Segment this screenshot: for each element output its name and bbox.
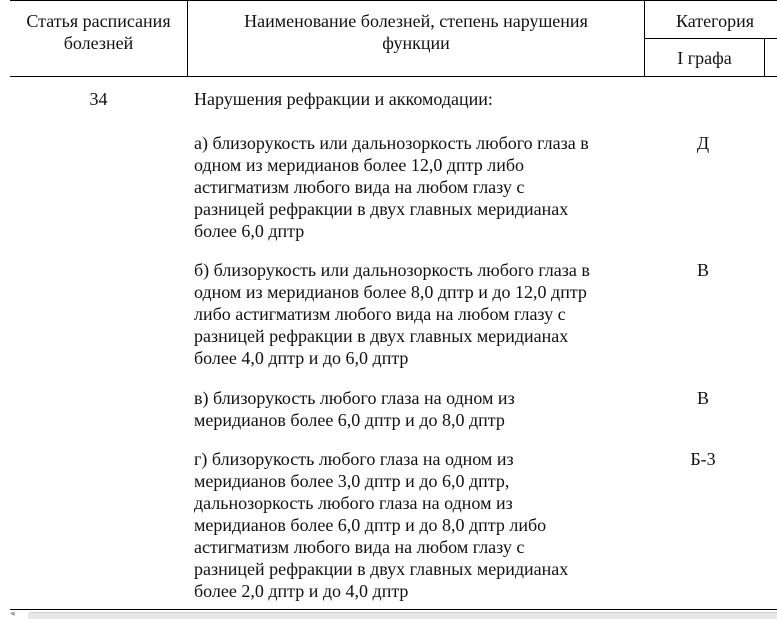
header-name-line2: функции — [382, 33, 450, 53]
table-top-border — [10, 0, 777, 1]
header-category-column-1: I графа — [677, 48, 732, 68]
header-name-col — [188, 10, 644, 54]
header-category: Категория — [676, 11, 754, 31]
article-number: 34 — [89, 89, 108, 109]
header-article-line1: Статья расписания — [26, 11, 171, 31]
item-v-category: В — [696, 388, 709, 408]
header-name-line1: Наименование болезней, степень нарушения — [244, 11, 588, 31]
item-b-text: б) близорукость или дальнозоркость любого глаза в одном из меридианов более 8,0 дптр и до 12,0 дптр либо астигматизм любого вида на любом глазу с разницей рефракции в двух главных меридианах более 4,0 дптр и до 6,0 дптр — [194, 260, 590, 368]
item-a-category: Д — [696, 133, 710, 153]
item-v-text: в) близорукость любого глаза на одном из меридианов более 6,0 дптр и до 8,0 дптр — [194, 388, 515, 430]
header-divider-3 — [764, 38, 765, 76]
header-article-col — [10, 10, 187, 54]
table-bottom-border — [10, 609, 777, 610]
item-g-category: Б-3 — [690, 449, 716, 469]
header-article-line2: болезней — [63, 33, 134, 53]
header-bottom-border — [10, 76, 777, 77]
item-g-text: г) близорукость любого глаза на одном из меридианов более 3,0 дптр и до 6,0 дптр, дальнозоркость любого глаза на одном из меридианов более 6,0 дптр и до 8,0 дптр либо астигматизм любого вида на любом глазу с разницей рефракции в двух главных меридианах более 2,0 дптр и до 4,0 дптр — [194, 449, 569, 601]
section-title: Нарушения рефракции и аккомодации: — [194, 89, 493, 109]
scroll-left-arrow-icon[interactable]: ◂ — [10, 609, 15, 619]
header-sub-divider — [644, 38, 777, 39]
item-a-text: а) близорукость или дальнозоркость любого глаза в одном из меридианов более 12,0 дптр либо астигматизм любого вида на любом глазу с разницей рефракции в двух главных меридианах более 6,0 дптр — [194, 133, 589, 241]
item-b-category: В — [696, 260, 709, 280]
